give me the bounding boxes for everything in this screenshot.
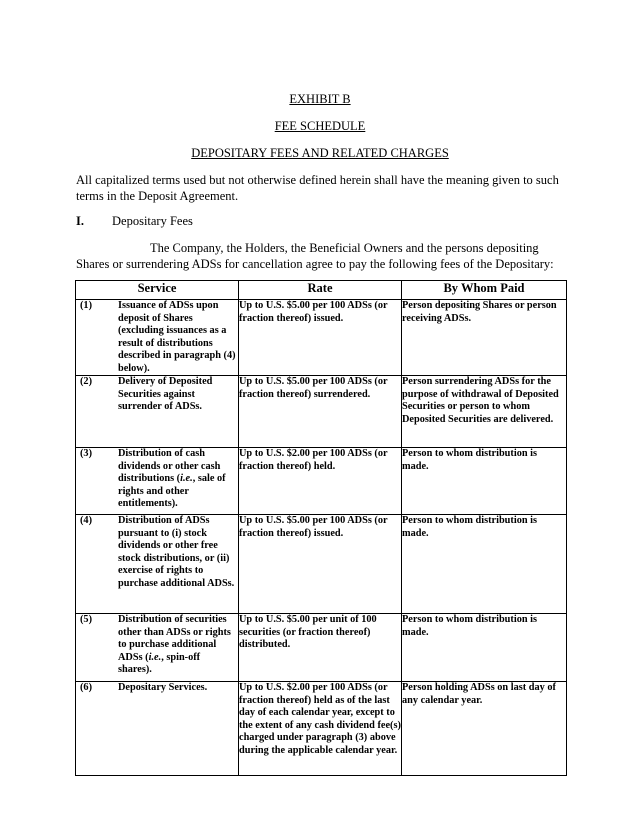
header-payer: By Whom Paid xyxy=(402,281,567,300)
rate-cell: Up to U.S. $5.00 per 100 ADSs (or fraction thereof) issued. xyxy=(239,300,402,376)
row-number: (4) xyxy=(80,515,93,526)
payer-cell: Person holding ADSs on last day of any calendar year. xyxy=(402,682,567,776)
table-row xyxy=(76,300,567,376)
service-text: Distribution of ADSs pursuant to (i) stock dividends or other free stock distributions, or (ii) exercise of rights to purchase additional ADSs. xyxy=(118,515,235,589)
agreement-paragraph: The Company, the Holders, the Beneficial Owners and the persons depositing Shares or surrendering ADSs for cancellation agree to pay the following fees of the Depositary: xyxy=(76,241,554,271)
rate-cell: Up to U.S. $5.00 per 100 ADSs (or fraction thereof) surrendered. xyxy=(239,376,402,448)
fee-table xyxy=(75,280,567,776)
exhibit-title: EXHIBIT B xyxy=(289,92,351,106)
service-cell xyxy=(76,614,239,682)
header-service: Service xyxy=(76,281,239,300)
payer-cell: Person to whom distribution is made. xyxy=(402,614,567,682)
table-row xyxy=(76,376,567,448)
table-row xyxy=(76,682,567,776)
table-header-row xyxy=(76,281,567,300)
payer-cell: Person surrendering ADSs for the purpose of withdrawal of Deposited Securities or person to whom Deposited Securities are delivered. xyxy=(402,376,567,448)
row-number: (3) xyxy=(80,448,93,459)
heading-label: Depositary Fees xyxy=(112,214,193,228)
service-cell xyxy=(76,300,239,376)
row-number: (1) xyxy=(80,300,93,311)
section-title: DEPOSITARY FEES AND RELATED CHARGES xyxy=(191,146,449,160)
table-row xyxy=(76,515,567,614)
row-number: (5) xyxy=(80,614,93,625)
service-cell xyxy=(76,515,239,614)
service-cell xyxy=(76,448,239,515)
service-text: Delivery of Deposited Securities against surrender of ADSs. xyxy=(118,376,213,412)
rate-cell: Up to U.S. $2.00 per 100 ADSs (or fraction thereof) held. xyxy=(239,448,402,515)
payer-cell: Person to whom distribution is made. xyxy=(402,515,567,614)
row-number: (2) xyxy=(80,376,93,387)
intro-paragraph: All capitalized terms used but not otherwise defined herein shall have the meaning given to such terms in the Deposit Agreement. xyxy=(76,173,559,203)
table-row xyxy=(76,448,567,515)
service-text: Distribution of cash dividends or other cash distributions (i.e., sale of rights and other entitlements). xyxy=(118,448,226,509)
service-text: Distribution of securities other than ADSs or rights to purchase additional ADSs (i.e., spin-off shares). xyxy=(118,614,231,675)
service-text: Issuance of ADSs upon deposit of Shares (excluding issuances as a result of distributions described in paragraph (4) below). xyxy=(118,300,236,374)
table-row xyxy=(76,614,567,682)
service-text: Depositary Services. xyxy=(118,682,208,693)
rate-cell: Up to U.S. $2.00 per 100 ADSs (or fraction thereof) held as of the last day of each calendar year, except to the extent of any cash dividend fee(s) charged under paragraph (3) above during the applicable calendar year. xyxy=(239,682,402,776)
rate-cell: Up to U.S. $5.00 per unit of 100 securities (or fraction thereof) distributed. xyxy=(239,614,402,682)
payer-cell: Person depositing Shares or person receiving ADSs. xyxy=(402,300,567,376)
payer-cell: Person to whom distribution is made. xyxy=(402,448,567,515)
service-cell xyxy=(76,376,239,448)
row-number: (6) xyxy=(80,682,93,693)
header-rate: Rate xyxy=(239,281,402,300)
schedule-title: FEE SCHEDULE xyxy=(274,119,366,133)
heading-number: I. xyxy=(76,214,84,228)
rate-cell: Up to U.S. $5.00 per 100 ADSs (or fraction thereof) issued. xyxy=(239,515,402,614)
section-heading xyxy=(76,213,566,229)
service-cell xyxy=(76,682,239,776)
